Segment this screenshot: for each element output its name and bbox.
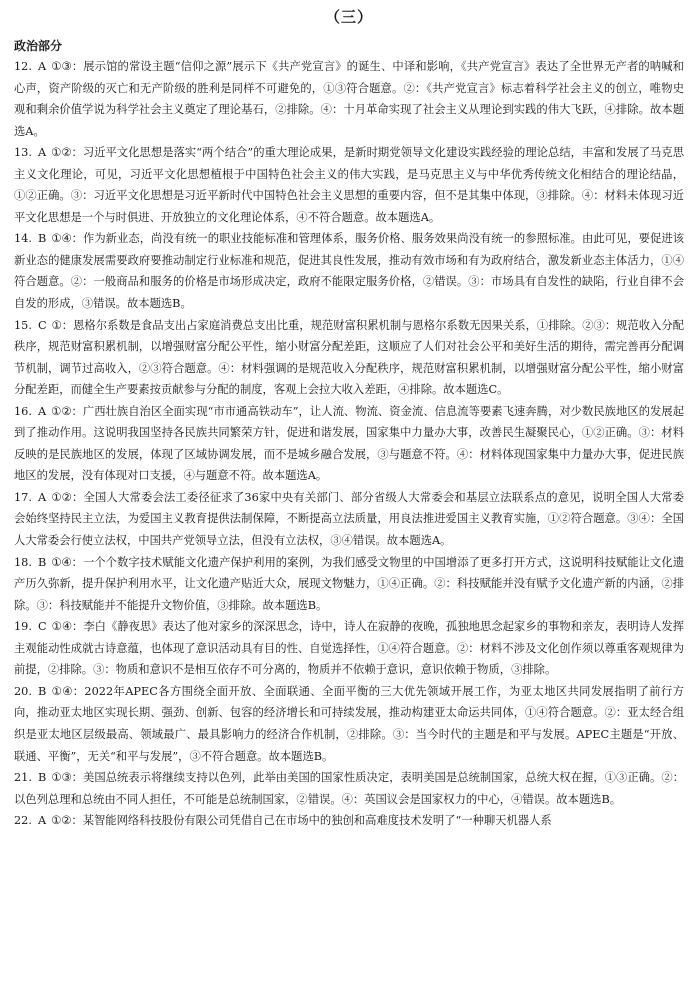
section-title: 政治部分 — [14, 39, 63, 53]
question-13 — [14, 142, 684, 228]
question-number: 12. — [14, 60, 32, 73]
question-explanation: ①②：某智能网络科技股份有限公司凭借自己在市场中的独创和高难度技术发明了“一种聊天机器人系 — [51, 814, 552, 828]
question-explanation: ①：恩格尔系数是食品支出占家庭消费总支出比重，规范财富积累机制与恩格尔系数无因果关系，①排除。②③：规范收入分配秩序，规范财富积累机制，以增强财富分配公平性，缩小财富分配差距，这顺应了人们对社会公平和美好生活的期待，需完善再分配调节机制，调节过高收入，②③符合题意。④：材料强调的是规范收入分配秩序，规范财富积累机制，以增强财富分配公平性，缩小财富分配差距，而健全生产要素按贡献参与分配的制度，客观上会拉大收入差距，④排除。故本题选C。 — [14, 318, 684, 397]
question-explanation: ①④：作为新业态，尚没有统一的职业技能标准和管理体系，服务价格、服务效果尚没有统一的参照标准。由此可见，要促进该新业态的健康发展需要政府要推动制定行业标准和规范，促进其良性发展，推动有效市场和有为政府结合，激发新业态主体活力，①④符合题意。②：一般商品和服务的价格是市场形成决定，政府不能限定服务价格，②错误。③：市场具有自发性的缺陷，行业自律不会自发的形成，③错误。故本题选B。 — [14, 232, 684, 311]
answer-list — [14, 56, 684, 832]
question-14 — [14, 228, 684, 314]
question-answer: B — [37, 684, 47, 698]
question-18 — [14, 552, 684, 617]
question-19 — [14, 616, 684, 681]
question-explanation: ①③：展示馆的常设主题“信仰之源”展示下《共产党宣言》的诞生、中译和影响，《共产党宣言》表达了全世界无产者的呐喊和心声，资产阶级的灭亡和无产阶级的胜利是同样不可避免的，①③符合题意。②：《共产党宣言》标志着科学社会主义的创立，唯物史观和剩余价值学说为科学社会主义奠定了理论基石，②排除。④：十月革命实现了社会主义从理论到实践的伟大飞跃，④排除。故本题选A。 — [14, 60, 684, 138]
question-explanation: ①②：习近平文化思想是落实“两个结合”的重大理论成果，是新时期党领导文化建设实践经验的理论总结，丰富和发展了马克思主义文化理论，可见，习近平文化思想植根于中国特色社会主义的伟大实践，是马克思主义与中华优秀传统文化相结合的理论结晶，①②正确。③：习近平文化思想是习近平新时代中国特色社会主义思想的重要内容，但不是其集中体现，③排除。④：材料未体现习近平文化思想是一个与时俱进、开放独立的文化理论体系，④不符合题意。故本题选A。 — [14, 146, 684, 224]
question-number: 16. — [14, 404, 32, 418]
question-number: 13. — [14, 146, 32, 160]
question-answer: A — [37, 490, 47, 504]
question-answer: A — [37, 60, 47, 73]
question-15 — [14, 315, 684, 401]
question-answer: A — [37, 404, 47, 418]
question-answer: C — [37, 318, 47, 332]
question-explanation: ①③：美国总统表示将继续支持以色列，此举由美国的国家性质决定，表明美国是总统制国家，总统大权在握，①③正确。②：以色列总理和总统由不同人担任，不可能是总统制国家，②错误。④：英国议会是国家权力的中心，④错误。故本题选B。 — [14, 771, 684, 806]
question-number: 15. — [14, 318, 32, 332]
question-answer: B — [37, 771, 47, 785]
question-explanation: ①④：李白《静夜思》表达了他对家乡的深深思念，诗中，诗人在寂静的夜晚，孤独地思念起家乡的事物和亲友，表明诗人发挥主观能动性成就古诗意蕴，也体现了意识活动具有目的性、自觉选择性，①④符合题意。②：材料不涉及文化创作须以尊重客观规律为前提，②排除。③：物质和意识不是相互依存不可分离的，物质并不依赖于意识，意识依赖于物质，③排除。 — [14, 620, 684, 677]
question-answer: B — [37, 232, 47, 246]
question-number: 17. — [14, 490, 32, 504]
question-number: 22. — [14, 814, 32, 828]
question-17 — [14, 487, 684, 552]
question-20 — [14, 681, 684, 767]
question-number: 20. — [14, 684, 32, 698]
question-explanation: ①④：一个个数字技术赋能文化遗产保护利用的案例，为我们感受文物里的中国增添了更多打开方式，这说明科技赋能让文化遗产历久弥新，提升保护利用水平，让文化遗产贴近大众，展现文物魅力，①④正确。②：科技赋能并没有赋予文化遗产新的内涵，②排除。③：科技赋能并不能提升文物价值，③排除。故本题选B。 — [14, 555, 684, 612]
question-21 — [14, 767, 684, 810]
question-number: 18. — [14, 555, 32, 569]
page-title: （三） — [324, 8, 373, 26]
question-number: 14. — [14, 232, 32, 246]
question-explanation: ①②：全国人大常委会法工委径征求了36家中央有关部门、部分省级人大常委会和基层立法联系点的意见，说明全国人大常委会始终坚持民主立法，为爱国主义教育提供法制保障，不断提高立法质量，用良法推进爱国主义教育实施，①②符合题意。③④：全国人大常委会行使立法权，中国共产党领导立法，但没有立法权，③④错误。故本题选A。 — [14, 490, 684, 548]
question-answer: B — [37, 555, 47, 569]
question-16 — [14, 401, 684, 487]
question-explanation: ①②：广西壮族自治区全面实现“市市通高铁动车”，让人流、物流、资金流、信息流等要素飞速奔腾，对少数民族地区的发展起到了推动作用。这说明我国坚持各民族共同繁荣方针，促进和谐发展，国家集中力量办大事，改善民生凝聚民心，①②正确。③：材料反映的是民族地区的发展，体现了区域协调发展，而不是城乡融合发展，③与题意不符。④：材料体现国家集中力量办大事，促进民族地区的发展，没有体现对口支援，④与题意不符。故本题选A。 — [14, 404, 684, 483]
question-answer: A — [37, 146, 47, 160]
question-answer: C — [37, 620, 47, 634]
question-number: 19. — [14, 620, 32, 634]
question-number: 21. — [14, 771, 32, 785]
question-explanation: ①④：2022年APEC各方围绕全面开放、全面联通、全面平衡的三大优先领域开展工作，为亚太地区共同发展指明了前行方向，推动亚太地区实现长期、强劲、创新、包容的经济增长和可持续发展，推动构建亚太命运共同体，①④符合题意。②：亚太经合组织是亚太地区层级最高、领域最广、最具影响力的经济合作机制，②排除。③：当今时代的主题是和平与发展。APEC主题是“开放、联通、平衡”，无关“和平与发展”，③不符合题意。故本题选B。 — [14, 684, 684, 763]
question-12 — [14, 56, 684, 142]
question-22 — [14, 810, 684, 832]
question-answer: A — [37, 814, 47, 828]
